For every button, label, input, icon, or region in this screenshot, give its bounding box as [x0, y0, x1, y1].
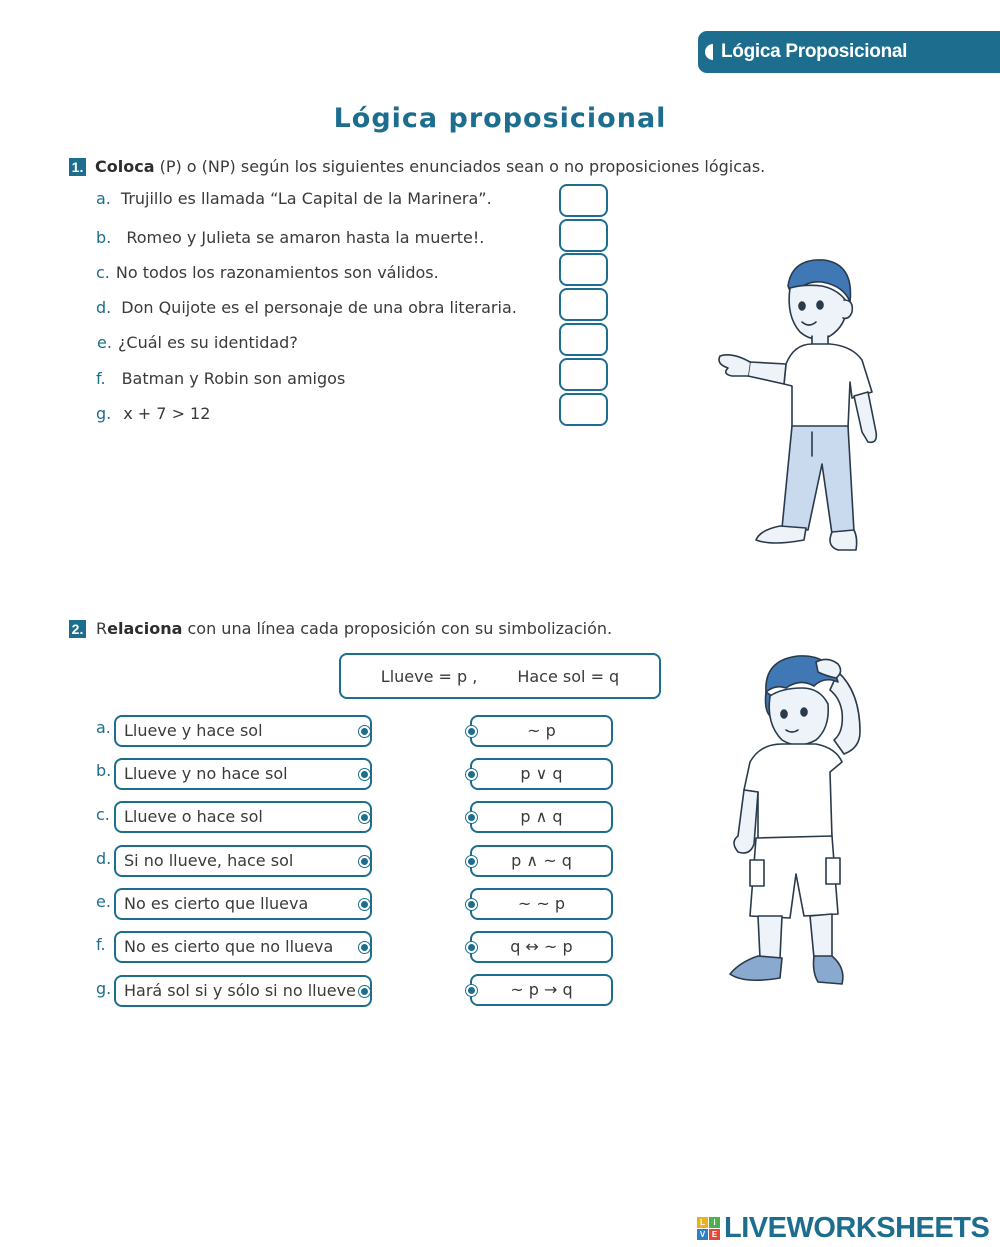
- left-connector-dot[interactable]: [359, 942, 370, 953]
- answer-box-d[interactable]: [559, 288, 608, 321]
- left-letter: a.: [96, 718, 111, 737]
- q1-item: [96, 228, 484, 247]
- logo-block-l: L: [697, 1217, 708, 1228]
- left-letter: b.: [96, 761, 112, 780]
- page-title: Lógica proposicional: [333, 103, 667, 134]
- q1-item: [96, 189, 492, 208]
- left-letter: e.: [96, 892, 111, 911]
- left-connector-dot[interactable]: [359, 812, 370, 823]
- question-2-keyword: elaciona: [107, 619, 183, 638]
- question-1-instruction: [95, 157, 765, 176]
- right-connector-dot[interactable]: [466, 769, 477, 780]
- question-1-number: 1.: [69, 158, 86, 176]
- q1-item: [96, 263, 439, 282]
- symbol-box-5: ~ ~ p: [470, 888, 613, 920]
- item-letter: c.: [96, 263, 110, 282]
- answer-box-a[interactable]: [559, 184, 608, 217]
- item-text: Trujillo es llamada “La Capital de la Marinera”.: [120, 189, 492, 208]
- answer-box-f[interactable]: [559, 358, 608, 391]
- left-letter: f.: [96, 935, 106, 954]
- question-2-instruction: [96, 619, 612, 638]
- proposition-box-b: Llueve y no hace sol: [114, 758, 372, 790]
- answer-box-e[interactable]: [559, 323, 608, 356]
- q1-item: [97, 333, 298, 352]
- symbol-box-7: ~ p → q: [470, 974, 613, 1006]
- symbol-box-2: p ∨ q: [470, 758, 613, 790]
- boy-thinking-illustration: [720, 652, 870, 992]
- proposition-box-g: Hará sol si y sólo si no llueve: [114, 975, 372, 1007]
- left-letter: c.: [96, 805, 110, 824]
- legend-p: Llueve = p ,: [380, 666, 478, 686]
- liveworksheets-logo: [697, 1212, 989, 1245]
- proposition-box-a: Llueve y hace sol: [114, 715, 372, 747]
- question-1-instruction-text: (P) o (NP) según los siguientes enunciados sean o no proposiciones lógicas.: [154, 157, 766, 176]
- proposition-box-f: No es cierto que no llueva: [114, 931, 372, 963]
- proposition-box-e: No es cierto que llueva: [114, 888, 372, 920]
- left-connector-dot[interactable]: [359, 769, 370, 780]
- left-connector-dot[interactable]: [359, 986, 370, 997]
- left-connector-dot[interactable]: [359, 899, 370, 910]
- item-text: ¿Cuál es su identidad?: [117, 333, 298, 352]
- left-connector-dot[interactable]: [359, 726, 370, 737]
- symbol-box-4: p ∧ ~ q: [470, 845, 613, 877]
- right-connector-dot[interactable]: [466, 985, 477, 996]
- symbol-box-1: ~ p: [470, 715, 613, 747]
- question-1-keyword: Coloca: [95, 157, 155, 176]
- logo-text: LIVEWORKSHEETS: [724, 1212, 990, 1244]
- item-letter: g.: [96, 404, 112, 423]
- left-connector-dot[interactable]: [359, 856, 370, 867]
- item-letter: b.: [96, 228, 112, 247]
- legend-q: Hace sol = q: [517, 666, 620, 686]
- item-letter: d.: [96, 298, 112, 317]
- left-letter: d.: [96, 849, 112, 868]
- symbol-box-3: p ∧ q: [470, 801, 613, 833]
- question-2-instruction-text: con una línea cada proposición con su simbolización.: [182, 619, 613, 638]
- item-text: No todos los razonamientos son válidos.: [115, 263, 439, 282]
- header-tab-label: Lógica Proposicional: [721, 41, 908, 62]
- item-text: Don Quijote es el personaje de una obra literaria.: [121, 298, 517, 317]
- item-letter: a.: [96, 189, 111, 208]
- logo-block-i: I: [709, 1217, 720, 1228]
- item-text: x + 7 > 12: [123, 404, 211, 423]
- logo-blocks: [697, 1217, 720, 1240]
- question-2-first-letter: R: [96, 619, 108, 638]
- tab-marker: [705, 44, 713, 60]
- answer-box-c[interactable]: [559, 253, 608, 286]
- answer-box-g[interactable]: [559, 393, 608, 426]
- item-text: Romeo y Julieta se amaron hasta la muerte!.: [121, 228, 485, 247]
- header-tab: [698, 31, 1000, 73]
- logo-block-e: E: [709, 1229, 720, 1240]
- right-connector-dot[interactable]: [466, 899, 477, 910]
- logo-block-v: V: [697, 1229, 708, 1240]
- symbol-box-6: q ↔ ~ p: [470, 931, 613, 963]
- proposition-box-d: Si no llueve, hace sol: [114, 845, 372, 877]
- item-letter: f.: [96, 369, 106, 388]
- left-letter: g.: [96, 979, 112, 998]
- question-2-number: 2.: [69, 620, 86, 638]
- item-text: Batman y Robin son amigos: [121, 369, 346, 388]
- answer-box-b[interactable]: [559, 219, 608, 252]
- item-letter: e.: [97, 333, 112, 352]
- boy-pointing-illustration: [712, 256, 884, 556]
- right-connector-dot[interactable]: [466, 856, 477, 867]
- q1-item: [96, 298, 517, 317]
- symbol-legend: [339, 653, 661, 699]
- right-connector-dot[interactable]: [466, 812, 477, 823]
- q1-item: [96, 404, 210, 423]
- proposition-box-c: Llueve o hace sol: [114, 801, 372, 833]
- q1-item: [96, 369, 345, 388]
- right-connector-dot[interactable]: [466, 942, 477, 953]
- right-connector-dot[interactable]: [466, 726, 477, 737]
